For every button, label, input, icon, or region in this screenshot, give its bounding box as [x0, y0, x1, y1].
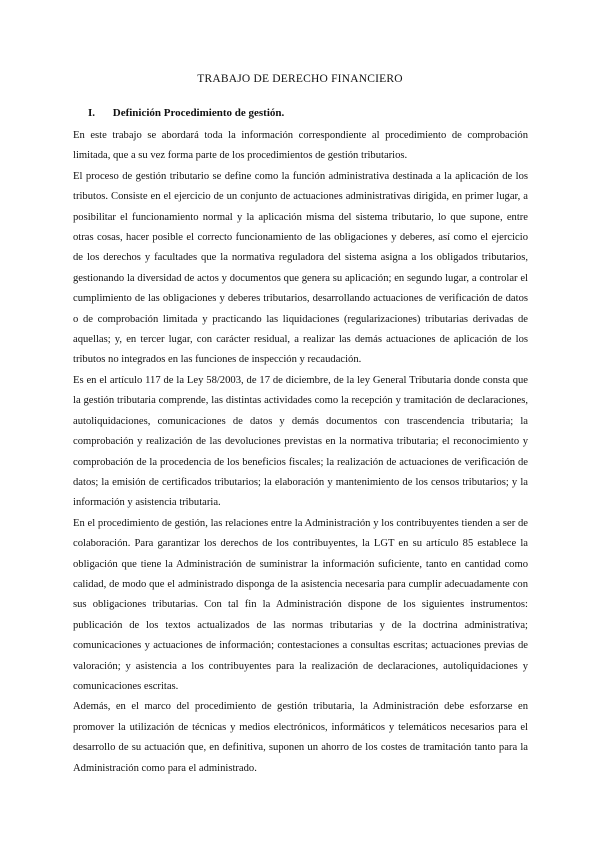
section-heading-text: Definición Procedimiento de gestión.	[112, 107, 285, 119]
paragraph-collaboration: En el procedimiento de gestión, las relaciones entre la Administración y los contribuyentes tienden a ser de colaboración. Para garantizar los derechos de los contribuyentes, la LGT en su artículo 85 establece la obligación que tiene la Administración de suministrar la información suficiente, tanto en cantidad como calidad, de modo que el administrado disponga de la asistencia necesaria para cumplir adecuadamente con sus obligaciones tributarias. Con tal fin la Administración dispone de los siguientes instrumentos: publicación de los textos actualizados de las normas tributarias y de la doctrina administrativa; comunicaciones y actuaciones de información; contestaciones a consultas escritas; actuaciones previas de valoración; y asistencia a los contribuyentes para la realización de declaraciones, autoliquidaciones y comunicaciones escritas.	[73, 517, 528, 692]
paragraph-intro: En este trabajo se abordará toda la información correspondiente al procedimiento de comprobación limitada, que a su vez forma parte de los procedimientos de gestión tributarios.	[73, 130, 528, 162]
paragraph-definition: El proceso de gestión tributario se define como la función administrativa destinada a la aplicación de los tributos. Consiste en el ejercicio de un conjunto de actuaciones administrativas dirigida, en primer lugar, a posibilitar el funcionamiento normal y la aplicación misma del sistema tributario, lo que supone, entre otras cosas, hacer posible el correcto funcionamiento de las obligaciones y deberes, así como el ejercicio de los derechos y facultades que la normativa reguladora del sistema asigna a los obligados tributarios, gestionando la diversidad de actos y documentos que genera su aplicación; en segundo lugar, a controlar el cumplimiento de las obligaciones y deberes tributarios, desarrollando actuaciones de verificación de datos o de comprobación limitada y practicando las liquidaciones (regularizaciones) tributarias derivadas de aquellas; y, en tercer lugar, con carácter residual, a realizar las demás actuaciones de aplicación de los tributos no integrados en las funciones de inspección y recaudación.	[73, 170, 528, 366]
document-body	[73, 126, 528, 779]
document-title: TRABAJO DE DERECHO FINANCIERO	[197, 73, 403, 85]
paragraph-article-117: Es en el artículo 117 de la Ley 58/2003, de 17 de diciembre, de la ley General Tributaria donde consta que la gestión tributaria comprende, las distintas actividades como la recepción y tramitación de declaraciones, autoliquidaciones, comunicaciones de datos y demás documentos con trascendencia tributaria; la comprobación y realización de las devoluciones previstas en la normativa tributaria; el reconocimiento y comprobación de la procedencia de los beneficios fiscales; la realización de actuaciones de verificación de datos; la emisión de certificados tributarios; la elaboración y mantenimiento de los censos tributarios; y la información y asistencia tributaria.	[73, 374, 528, 509]
section-number: I.	[88, 107, 96, 119]
paragraph-electronic-means: Además, en el marco del procedimiento de gestión tributaria, la Administración debe esforzarse en promover la utilización de técnicas y medios electrónicos, informáticos y telemáticos necesarios para el desarrollo de su actuación que, en definitiva, suponen un ahorro de los costes de tramitación tanto para la Administración como para el administrado.	[73, 701, 528, 774]
section-heading	[88, 106, 528, 120]
